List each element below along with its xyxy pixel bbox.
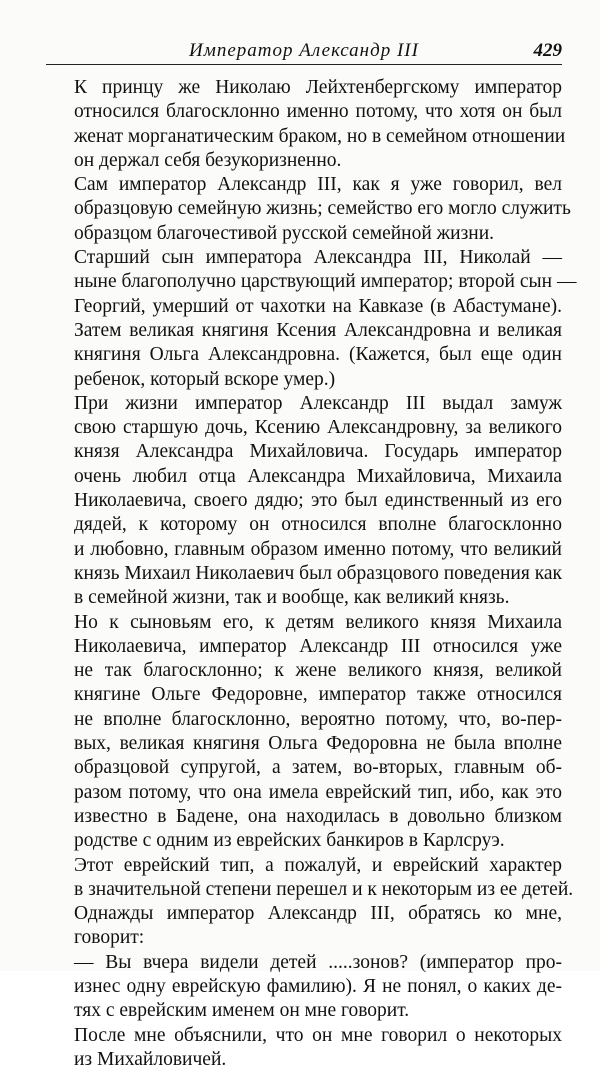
text-line: в семейной жизни, так и вообще, как великий князь. xyxy=(74,587,510,609)
text-line: он держал себя безукоризненно. xyxy=(74,149,342,171)
text-line: ребенок, который вскоре умер.) xyxy=(74,368,336,390)
text-line: относился благосклонно именно потому, что хотя он был xyxy=(74,101,562,123)
page-number: 429 xyxy=(533,40,562,61)
text-line: князя Александра Михайловича. Государь император xyxy=(74,441,562,463)
text-line: дядей, к которому он относился вполне благосклонно xyxy=(74,514,562,536)
text-line: очень любил отца Александра Михайловича, Михаила xyxy=(74,465,562,487)
page-header xyxy=(46,40,562,65)
body-text xyxy=(46,76,577,1072)
text-line: К принцу же Николаю Лейхтенбергскому император xyxy=(74,77,562,98)
text-line: не так благосклонно; к жене великого князя, великой xyxy=(74,660,562,682)
text-line: известно в Бадене, она находилась в довольно близком xyxy=(74,805,562,827)
paragraph xyxy=(46,246,577,392)
text-line: князь Михаил Николаевич был образцового поведения как xyxy=(74,562,563,584)
text-line: Сам император Александр III, как я уже говорил, вел xyxy=(74,174,562,196)
paragraph xyxy=(46,611,562,854)
text-line: Старший сын императора Александра III, Николай — xyxy=(74,247,562,269)
text-line: Георгий, умерший от чахотки на Кавказе (в Абастумане). xyxy=(74,295,562,317)
text-line: Николаевича, император Александр III относился уже xyxy=(74,635,562,657)
paragraph xyxy=(46,392,562,611)
text-line: образцовой супругой, а затем, во-вторых, главным об- xyxy=(74,757,562,779)
text-line: Затем великая княгиня Ксения Александровна и великая xyxy=(74,319,562,341)
text-line: После мне объяснили, что он мне говорил о некоторых xyxy=(74,1024,562,1046)
text-line: изнес одну еврейскую фамилию). Я не понял, о каких де- xyxy=(74,975,562,997)
text-line: Николаевича, своего дядю; это был единственный из его xyxy=(74,490,562,512)
text-line: При жизни император Александр III выдал замуж xyxy=(74,392,562,414)
text-line: Однажды император Александр III, обратясь ко мне, xyxy=(74,903,562,925)
text-line: из Михайловичей. xyxy=(74,1048,227,1070)
text-line: Но к сыновьям его, к детям великого князя Михаила xyxy=(74,611,562,633)
text-line: образцом благочестивой русской семейной жизни. xyxy=(74,222,495,244)
text-line: образцовую семейную жизнь; семейство его могло служить xyxy=(74,198,571,220)
text-line: княгиня Ольга Александровна. (Кажется, был еще один xyxy=(74,344,562,366)
paragraph xyxy=(46,76,566,173)
text-line: ныне благополучно царствующий император; второй сын — xyxy=(74,271,577,293)
text-line: разом потому, что она имела еврейский тип, ибо, как это xyxy=(74,781,562,803)
text-line: в значительной степени перешел и к некоторым из ее детей. xyxy=(74,878,574,900)
text-line: и любовно, главным образом именно потому, что великий xyxy=(74,538,562,560)
text-line: говорит: xyxy=(74,927,145,949)
text-line: свою старшую дочь, Ксению Александровну, за великого xyxy=(74,417,562,439)
paragraph xyxy=(46,951,562,1024)
paragraph xyxy=(46,854,574,903)
text-line: княгине Ольге Федоровне, император также относился xyxy=(74,684,562,706)
text-line: Этот еврейский тип, а пожалуй, и еврейский характер xyxy=(74,854,562,876)
text-line: вых, великая княгиня Ольга Федоровна не была вполне xyxy=(74,733,562,755)
text-line: не вполне благосклонно, вероятно потому, что, во-пер- xyxy=(74,708,562,730)
text-line: родстве с одним из еврейских банкиров в Карлсруэ. xyxy=(74,830,505,852)
paragraph xyxy=(46,1024,562,1072)
text-line: женат морганатическим браком, но в семейном отношении xyxy=(74,125,566,147)
paragraph xyxy=(46,902,562,951)
text-line: тях с еврейским именем он мне говорит. xyxy=(74,1000,410,1022)
text-line: — Вы вчера видели детей .....зонов? (император про- xyxy=(74,951,562,973)
running-title: Император Александр III xyxy=(189,40,419,61)
paragraph xyxy=(46,173,571,246)
